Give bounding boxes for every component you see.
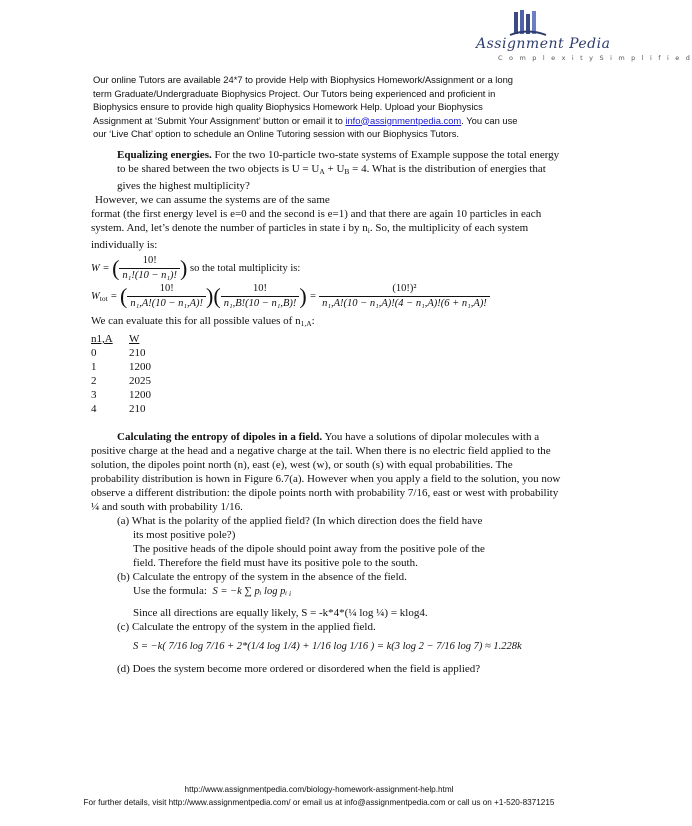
table-cell: 210	[129, 403, 146, 415]
text: We can evaluate this for all possible values of n	[91, 315, 301, 327]
table-row	[91, 346, 561, 360]
intro-line: Our online Tutors are available 24*7 to provide Help with Biophysics Homework/Assignment or a long	[93, 74, 514, 85]
denominator: n₁,A!(10 − n₁,A)!	[130, 298, 204, 309]
numerator: (10!)²	[319, 282, 490, 297]
subscript: i	[367, 226, 370, 235]
table-cell: 4	[91, 403, 97, 415]
footer-details: For further details, visit http://www.assignmentpedia.com/ or email us at info@assignmentpedia.com or call us on +1-520-8371215	[83, 798, 555, 807]
denominator: n₁,B!(10 − n₁,B)!	[223, 298, 297, 309]
logo-name: Assignment Pedia	[476, 36, 611, 52]
section2-paragraph	[91, 430, 561, 514]
eq-note: so the total multiplicity is:	[190, 262, 301, 274]
subscript: tot	[99, 293, 108, 303]
intro-line: our ‘Live Chat’ option to schedule an Online Tutoring session with our Biophysics Tutors.	[93, 128, 459, 139]
answer-a: field. Therefore the field must have its positive pole to the south.	[133, 557, 418, 569]
entropy-field-formula: S = −k( 7/16 log 7/16 + 2*(1/4 log 1/4) + 1/16 log 1/16 ) = k(3 log 2 − 7/16 log 7) ≈ 1.228k	[133, 641, 522, 652]
text: :	[311, 315, 315, 327]
denominator: n₁!(10 − n₁)!	[122, 270, 178, 281]
table-cell: 1200	[129, 389, 151, 401]
paragraph	[91, 314, 561, 331]
text: . So, the multiplicity of each system individually is:	[91, 222, 529, 251]
intro-paragraph	[93, 73, 563, 141]
equation-total-multiplicity: $W_{tot}$ = ( $\frac{10!}{\text{n₁,A!(10 − n₁,A)!}}$ )( $\frac{10!}{\text{n₁,B!(10 − n₁,B)!}}$ ) = $\frac{\text{(10!)²}}{\text{n₁,A!(10 − n₁,A)!(4 − n₁,A)!(6 + n₁,A)!}}$	[91, 282, 561, 312]
section2-heading: Calculating the entropy of dipoles in a field.	[117, 431, 323, 443]
fraction	[221, 282, 300, 311]
numerator: 10!	[119, 254, 180, 269]
table-header-row	[91, 332, 561, 346]
equation-multiplicity: W = ( $\frac{10!}{\text{n₁!(10 − n₁)!}}$ ) so the total multiplicity is:	[91, 255, 301, 281]
text: = 4. What is the distribution of energies that gives the highest multiplicity?	[117, 163, 546, 192]
formula-line	[91, 584, 561, 606]
eq-lhs: W	[91, 290, 100, 302]
question-c: (c) Calculate the entropy of the system in the applied field.	[117, 621, 376, 633]
intro-text: Assignment at ‘Submit Your Assignment’ button or email it to	[93, 114, 346, 126]
email-link[interactable]: info@assignmentpedia.com	[345, 114, 462, 126]
entropy-formula: S = −k ∑ pᵢ log pᵢ	[212, 586, 287, 597]
paragraph: However, we can assume the systems are of the same	[95, 194, 330, 206]
table-cell: 0	[91, 347, 97, 359]
table-row	[91, 402, 561, 416]
table-row	[91, 374, 561, 388]
question-a: (a) What is the polarity of the applied field? (In which direction does the field have	[117, 515, 483, 527]
intro-text: . You can use	[461, 114, 518, 126]
document-body	[91, 148, 561, 676]
table-cell: 2025	[129, 375, 151, 387]
subscript: A	[319, 167, 325, 176]
fraction	[119, 254, 180, 283]
paragraph	[91, 207, 561, 252]
question-d: (d) Does the system become more ordered or disordered when the field is applied?	[117, 663, 481, 675]
text: You have a solutions of dipolar molecules with a positive charge at the head and a negative charge at the tail. When there is no electric field applied to the solution, the dipoles point north (n), east (e), west (w), or south (s) with equal probabilities. The probability distribution is hown in Figure 6.7(a). However when you apply a field to the solution, you now observe a different distribution: the dipole points north with probability 7/16, east or west with probability ¼ and south with probability 1/16.	[91, 431, 561, 513]
numerator: 10!	[127, 282, 206, 297]
table-header-cell: W	[129, 333, 140, 345]
table-cell: 1200	[129, 361, 151, 373]
subscript: B	[344, 167, 350, 176]
denominator: n₁,A!(10 − n₁,A)!(4 − n₁,A)!(6 + n₁,A)!	[322, 298, 487, 309]
assignmentpedia-logo	[468, 8, 692, 64]
subscript: i	[289, 589, 292, 598]
logo-tagline: C o m p l e x i t y S i m p l i f i e d	[498, 54, 692, 62]
table-header-cell: n1,A	[91, 333, 113, 345]
footer-url: http://www.assignmentpedia.com/biology-homework-assignment-help.html	[184, 785, 454, 794]
multiplicity-table	[91, 332, 561, 416]
table-cell: 3	[91, 389, 97, 401]
numerator: 10!	[221, 282, 300, 297]
intro-line: term Graduate/Undergraduate Biophysics Project. Our Tutors being experienced and proficient in	[93, 87, 496, 99]
fraction	[127, 282, 206, 311]
table-cell: 2	[91, 375, 97, 387]
table-cell: 210	[129, 347, 146, 359]
table-cell: 1	[91, 361, 97, 373]
book-stack-icon	[508, 8, 548, 38]
intro-line-email	[93, 114, 563, 128]
intro-line: Biophysics ensure to provide high quality Biophysics Homework Help. Upload your Biophysics	[93, 101, 483, 112]
text: format (the first energy level is e=0 and the second is e=1) and that there are again 10 particles in each system. And, let’s denote the number of particles in state i by n	[91, 208, 542, 234]
section1-heading: Equalizing energies.	[117, 149, 212, 161]
answer-b: Since all directions are equally likely, S = -k*4*(¼ log ¼) = klog4.	[133, 607, 428, 619]
text: + U	[324, 163, 345, 175]
eq-lhs: W =	[91, 262, 110, 274]
text: For the two 10-particle two-state systems of Example suppose the total energy to be shared between the two objects is U = U	[117, 149, 560, 175]
formula-label: Use the formula:	[133, 585, 207, 597]
fraction	[319, 282, 490, 311]
table-row	[91, 388, 561, 402]
table-row	[91, 360, 561, 374]
subscript: 1,A	[300, 319, 312, 328]
question-b: (b) Calculate the entropy of the system in the absence of the field.	[117, 571, 407, 583]
question-a-cont: its most positive pole?)	[133, 529, 236, 541]
answer-a: The positive heads of the dipole should point away from the positive pole of the	[133, 543, 485, 555]
section1-paragraph	[91, 148, 561, 193]
